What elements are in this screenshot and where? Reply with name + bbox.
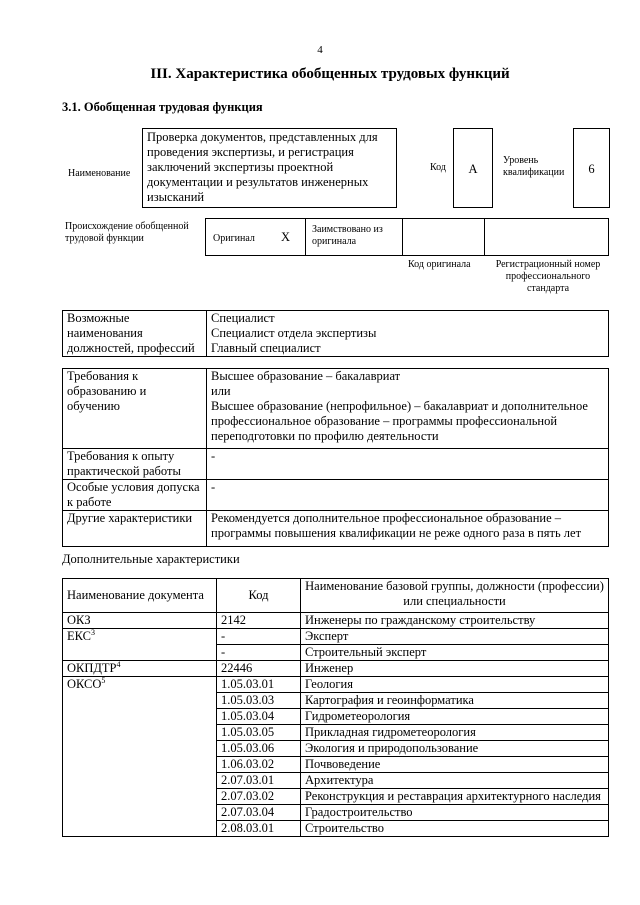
header-doc: Наименование документа xyxy=(63,579,217,613)
doc-name: ОКСО xyxy=(67,677,102,691)
page-number: 4 xyxy=(317,44,323,56)
code-cell: 2142 xyxy=(217,613,301,629)
reg-num-cell xyxy=(484,218,609,256)
original-mark: X xyxy=(281,230,291,244)
doc-cell xyxy=(63,613,217,629)
req-value: - xyxy=(207,480,609,511)
req-label: Требования к опыту практической работы xyxy=(63,449,207,480)
borrowed-label: Заимствовано из оригинала xyxy=(305,218,403,256)
name-cell: Эксперт xyxy=(301,629,609,645)
origin-label: Происхождение обобщенной трудовой функции xyxy=(65,221,189,244)
doc-cell xyxy=(63,677,217,837)
code-cell: 1.05.03.03 xyxy=(217,693,301,709)
footnote-ref: 4 xyxy=(116,659,121,669)
table-row xyxy=(63,613,609,629)
gtf-name: Проверка документов, представленных для проведения экспертизы, и регистрация заключений экспертизы проектной документации и результатов инженерных изысканий xyxy=(142,128,397,208)
name-cell: Градостроительство xyxy=(301,805,609,821)
header-code: Код xyxy=(217,579,301,613)
name-cell: Картография и геоинформатика xyxy=(301,693,609,709)
position-item: Специалист отдела экспертизы xyxy=(211,326,377,340)
original-label: Оригинал xyxy=(213,233,255,244)
name-cell: Гидрометеорология xyxy=(301,709,609,725)
footnote-ref: 5 xyxy=(101,675,106,685)
section-title: 3.1. Обобщенная трудовая функция xyxy=(62,100,263,114)
req-value: - xyxy=(207,449,609,480)
position-item: Главный специалист xyxy=(211,341,321,355)
doc-name: ОКЗ xyxy=(67,613,91,627)
code-cell: 2.07.03.02 xyxy=(217,789,301,805)
code-cell: 1.05.03.06 xyxy=(217,741,301,757)
gtf-code: А xyxy=(453,128,493,208)
req-label: Другие характеристики xyxy=(63,511,207,547)
req-label: Требования к образованию и обучению xyxy=(63,369,207,449)
name-cell: Реконструкция и реставрация архитектурного наследия xyxy=(301,789,609,805)
header-name: Наименование базовой группы, должности (профессии) или специальности xyxy=(301,579,609,613)
code-cell: 1.05.03.05 xyxy=(217,725,301,741)
code-cell: 2.08.03.01 xyxy=(217,821,301,837)
name-cell: Инженеры по гражданскому строительству xyxy=(301,613,609,629)
table-row xyxy=(63,677,609,693)
req-value: Рекомендуется дополнительное профессиональное образование – программы повышения квалификации не реже одного раза в пять лет xyxy=(207,511,609,547)
positions-table xyxy=(62,310,609,357)
name-cell: Почвоведение xyxy=(301,757,609,773)
page-title: III. Характеристика обобщенных трудовых функций xyxy=(150,66,510,82)
name-label: Наименование xyxy=(68,168,131,179)
table-row xyxy=(63,661,609,677)
doc-name: ОКПДТР xyxy=(67,661,117,675)
req-label: Особые условия допуска к работе xyxy=(63,480,207,511)
extra-title: Дополнительные характеристики xyxy=(62,552,240,566)
doc-cell xyxy=(63,661,217,677)
orig-code-cell xyxy=(402,218,485,256)
doc-name: ЕКС xyxy=(67,629,91,643)
positions-label: Возможные наименования должностей, профессий xyxy=(63,311,207,357)
table-row xyxy=(63,629,609,645)
code-cell: 2.07.03.04 xyxy=(217,805,301,821)
code-cell: - xyxy=(217,645,301,661)
name-cell: Архитектура xyxy=(301,773,609,789)
code-cell: 1.05.03.04 xyxy=(217,709,301,725)
position-item: Специалист xyxy=(211,311,275,325)
doc-cell xyxy=(63,629,217,661)
name-cell: Строительный эксперт xyxy=(301,645,609,661)
reg-num-label: Регистрационный номер профессионального стандарта xyxy=(495,259,601,294)
name-cell: Экология и природопользование xyxy=(301,741,609,757)
code-label: Код xyxy=(430,162,446,173)
code-cell: 1.06.03.02 xyxy=(217,757,301,773)
gtf-level: 6 xyxy=(573,128,610,208)
requirements-table xyxy=(62,368,609,547)
name-cell: Инженер xyxy=(301,661,609,677)
name-cell: Геология xyxy=(301,677,609,693)
name-cell: Прикладная гидрометеорология xyxy=(301,725,609,741)
code-cell: 22446 xyxy=(217,661,301,677)
code-cell: 2.07.03.01 xyxy=(217,773,301,789)
code-cell: - xyxy=(217,629,301,645)
level-label: Уровень квалификации xyxy=(503,155,565,178)
footnote-ref: 3 xyxy=(91,627,95,637)
code-cell: 1.05.03.01 xyxy=(217,677,301,693)
orig-code-label: Код оригинала xyxy=(408,259,471,270)
req-value: Высшее образование – бакалавриат или Высшее образование (непрофильное) – бакалавриат и дополнительное профессиональное образование – программы профессиональной переподготовки по профилю деятельности xyxy=(207,369,609,449)
original-cell xyxy=(205,218,306,256)
extra-table xyxy=(62,578,609,837)
name-cell: Строительство xyxy=(301,821,609,837)
